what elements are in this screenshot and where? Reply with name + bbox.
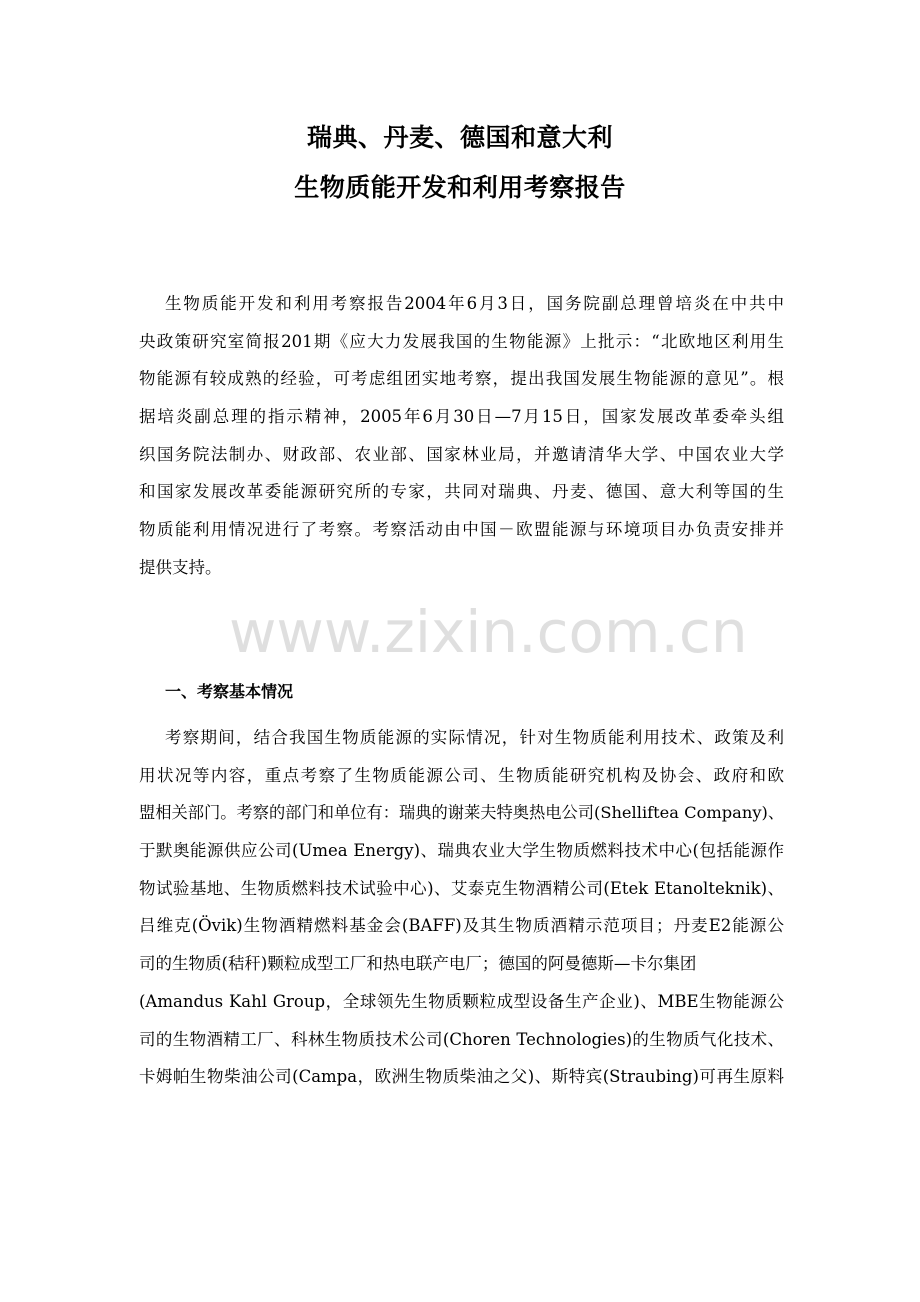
text-line: 卡姆帕生物柴油公司(Campa，欧洲生物质柴油之父)、斯特宾(Straubing)可再生原料 bbox=[139, 1067, 784, 1087]
text-line: 和国家发展改革委能源研究所的专家，共同对瑞典、丹麦、德国、意大利等国的生 bbox=[139, 482, 784, 502]
text-line: 盟相关部门。考察的部门和单位有：瑞典的谢莱夫特奥热电公司(Shelliftea Company)、 bbox=[139, 803, 785, 823]
document-title-line2: 生物质能开发和利用考察报告 bbox=[294, 173, 626, 202]
text-line: 考察期间，结合我国生物质能源的实际情况，针对生物质能利用技术、政策及利 bbox=[165, 728, 784, 747]
text-line: (Amandus Kahl Group，全球领先生物质颗粒成型设备生产企业)、MBE生物能源公 bbox=[139, 991, 784, 1011]
document-title-line1: 瑞典、丹麦、德国和意大利 bbox=[306, 123, 613, 152]
text-line: 织国务院法制办、财政部、农业部、国家林业局，并邀请清华大学、中国农业大学 bbox=[139, 444, 784, 464]
text-line: 提供支持。 bbox=[139, 557, 222, 577]
paragraph-survey bbox=[139, 719, 784, 1096]
watermark: www.zixin.com.cn bbox=[229, 598, 748, 666]
paragraph-intro bbox=[139, 285, 784, 587]
text-line: 生物质能开发和利用考察报告2004年6月3日，国务院副总理曾培炎在中共中 bbox=[165, 294, 784, 313]
text-line: 央政策研究室简报201期《应大力发展我国的生物能源》上批示：“北欧地区利用生 bbox=[139, 331, 784, 351]
text-line: 于默奥能源供应公司(Umea Energy)、瑞典农业大学生物质燃料技术中心(包括能源作 bbox=[139, 841, 784, 861]
text-line: 用状况等内容，重点考察了生物质能源公司、生物质能研究机构及协会、政府和欧 bbox=[139, 765, 784, 785]
text-line: 据培炎副总理的指示精神，2005年6月30日—7月15日，国家发展改革委牵头组 bbox=[139, 407, 784, 427]
text-line: 司的生物质(秸秆)颗粒成型工厂和热电联产电厂；德国的阿曼德斯—卡尔集团 bbox=[139, 954, 697, 974]
text-line: 物试验基地、生物质燃料技术试验中心)、艾泰克生物酒精公司(Etek Etanolteknik)、 bbox=[139, 878, 784, 898]
text-line: 吕维克(Övik)生物酒精燃料基金会(BAFF)及其生物质酒精示范项目；丹麦E2能源公 bbox=[139, 916, 784, 936]
text-line: 物能源有较成熟的经验，可考虑组团实地考察，提出我国发展生物能源的意见”。根 bbox=[139, 369, 784, 389]
text-line: 司的生物酒精工厂、科林生物质技术公司(Choren Technologies)的生物质气化技术、 bbox=[139, 1029, 784, 1049]
text-line: 物质能利用情况进行了考察。考察活动由中国－欧盟能源与环境项目办负责安排并 bbox=[139, 520, 784, 540]
section-heading: 一、考察基本情况 bbox=[165, 682, 294, 701]
